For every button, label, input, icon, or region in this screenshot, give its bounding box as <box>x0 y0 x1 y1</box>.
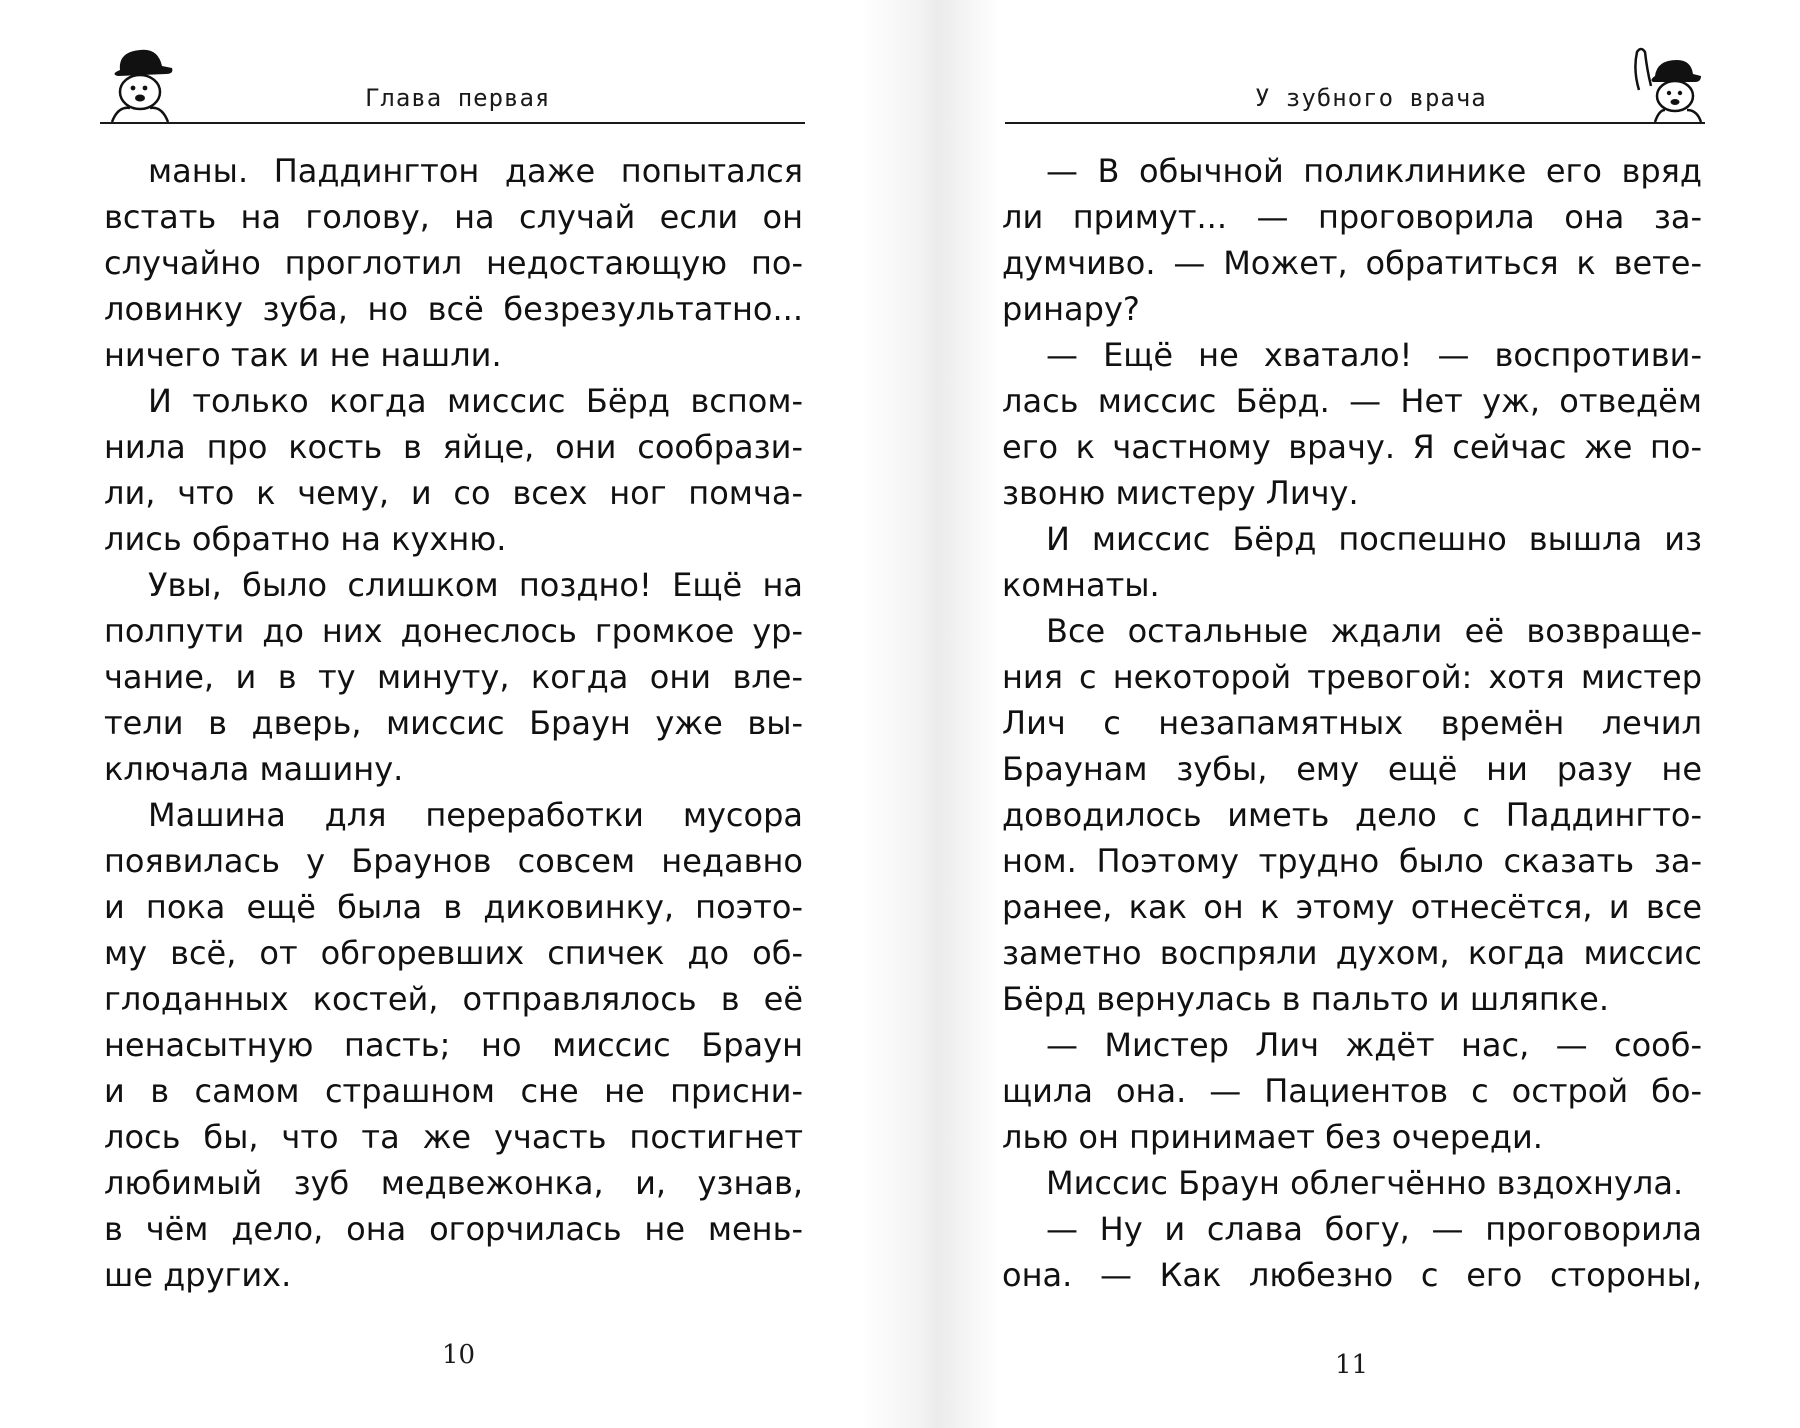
paragraph <box>1002 1022 1702 1160</box>
right-page-header <box>1005 40 1705 124</box>
left-page-text <box>104 148 803 1298</box>
text-line: чание, и в ту минуту, когда они вле- <box>104 658 803 696</box>
text-line: щила она. — Пациентов с острой бо- <box>1002 1072 1702 1110</box>
text-line: ненасытную пасть; но миссис Браун <box>104 1026 803 1064</box>
paragraph <box>104 378 803 562</box>
text-line: Браунам зубы, ему ещё ни разу не <box>1002 750 1702 788</box>
text-line: лась миссис Бёрд. — Нет уж, отведём <box>1002 382 1702 420</box>
text-line: ринару? <box>1002 290 1140 328</box>
right-page-text <box>1002 148 1702 1298</box>
text-line: ли примут... — проговорила она за- <box>1002 198 1702 236</box>
text-line: И только когда миссис Бёрд вспом- <box>148 382 803 420</box>
text-line: и в самом страшном сне не присни- <box>104 1072 803 1110</box>
text-line: полпути до них донеслось громкое ур- <box>104 612 803 650</box>
text-line: — Мистер Лич ждёт нас, — сооб- <box>1046 1026 1702 1064</box>
paragraph <box>1002 1206 1702 1298</box>
text-line: глоданных костей, отправлялось в её <box>104 980 803 1018</box>
text-line: встать на голову, на случай если он <box>104 198 803 236</box>
text-line: его к частному врачу. Я сейчас же по- <box>1002 428 1702 466</box>
left-page-header <box>100 40 805 124</box>
text-line: ли, что к чему, и со всех ног помча- <box>104 474 803 512</box>
text-line: она. — Как любезно с его стороны, <box>1002 1256 1702 1294</box>
text-line: ничего так и не нашли. <box>104 336 502 374</box>
text-line: Все остальные ждали её возвраще- <box>1046 612 1702 650</box>
text-line: появилась у Браунов совсем недавно <box>104 842 803 880</box>
paddington-bear-waving-icon <box>1625 40 1705 122</box>
text-line: лись обратно на кухню. <box>104 520 507 558</box>
text-line: Бёрд вернулась в пальто и шляпке. <box>1002 980 1609 1018</box>
text-line: Увы, было слишком поздно! Ещё на <box>148 566 803 604</box>
text-line: лось бы, что та же участь постигнет <box>104 1118 803 1156</box>
text-line: и пока ещё была в диковинку, поэто- <box>104 888 803 926</box>
paragraph <box>104 792 803 1298</box>
paragraph <box>104 148 803 378</box>
text-line: доводилось иметь дело с Паддингто- <box>1002 796 1702 834</box>
paragraph <box>1002 1160 1702 1206</box>
left-page-number: 10 <box>442 1340 476 1370</box>
text-line: — В обычной поликлинике его вряд <box>1046 152 1702 190</box>
paragraph <box>1002 332 1702 516</box>
text-line: заметно воспряли духом, когда миссис <box>1002 934 1702 972</box>
text-line: комнаты. <box>1002 566 1160 604</box>
text-line: лью он принимает без очереди. <box>1002 1118 1543 1156</box>
text-line: думчиво. — Может, обратиться к вете- <box>1002 244 1702 282</box>
paragraph <box>1002 148 1702 332</box>
text-line: в чём дело, она огорчилась не мень- <box>104 1210 803 1248</box>
right-page <box>900 0 1800 1428</box>
text-line: Лич с незапамятных времён лечил <box>1002 704 1702 742</box>
text-line: И миссис Бёрд поспешно вышла из <box>1046 520 1702 558</box>
chapter-title: Глава первая <box>365 84 551 112</box>
text-line: ранее, как он к этому отнесётся, и все <box>1002 888 1702 926</box>
text-line: маны. Паддингтон даже попытался <box>148 152 803 190</box>
text-line: ключала машину. <box>104 750 404 788</box>
text-line: ше других. <box>104 1256 292 1294</box>
paragraph <box>104 562 803 792</box>
text-line: случайно проглотил недостающую по- <box>104 244 803 282</box>
text-line: ловинку зуба, но всё безрезультатно... <box>104 290 803 328</box>
text-line: тели в дверь, миссис Браун уже вы- <box>104 704 803 742</box>
section-title: У зубного врача <box>1255 84 1487 112</box>
text-line: любимый зуб медвежонка, и, узнав, <box>104 1164 803 1202</box>
text-line: Машина для переработки мусора <box>148 796 803 834</box>
text-line: — Ещё не хватало! — воспротиви- <box>1046 336 1702 374</box>
paragraph <box>1002 516 1702 608</box>
text-line: Миссис Браун облегчённо вздохнула. <box>1046 1164 1684 1202</box>
text-line: ном. Поэтому трудно было сказать за- <box>1002 842 1702 880</box>
text-line: — Ну и слава богу, — проговорила <box>1046 1210 1702 1248</box>
right-page-number: 11 <box>1335 1350 1369 1380</box>
paragraph <box>1002 608 1702 1022</box>
text-line: ния с некоторой тревогой: хотя мистер <box>1002 658 1702 696</box>
text-line: звоню мистеру Личу. <box>1002 474 1359 512</box>
text-line: му всё, от обгоревших спичек до об- <box>104 934 803 972</box>
text-line: нила про кость в яйце, они сообрази- <box>104 428 803 466</box>
paddington-bear-icon <box>100 40 180 122</box>
